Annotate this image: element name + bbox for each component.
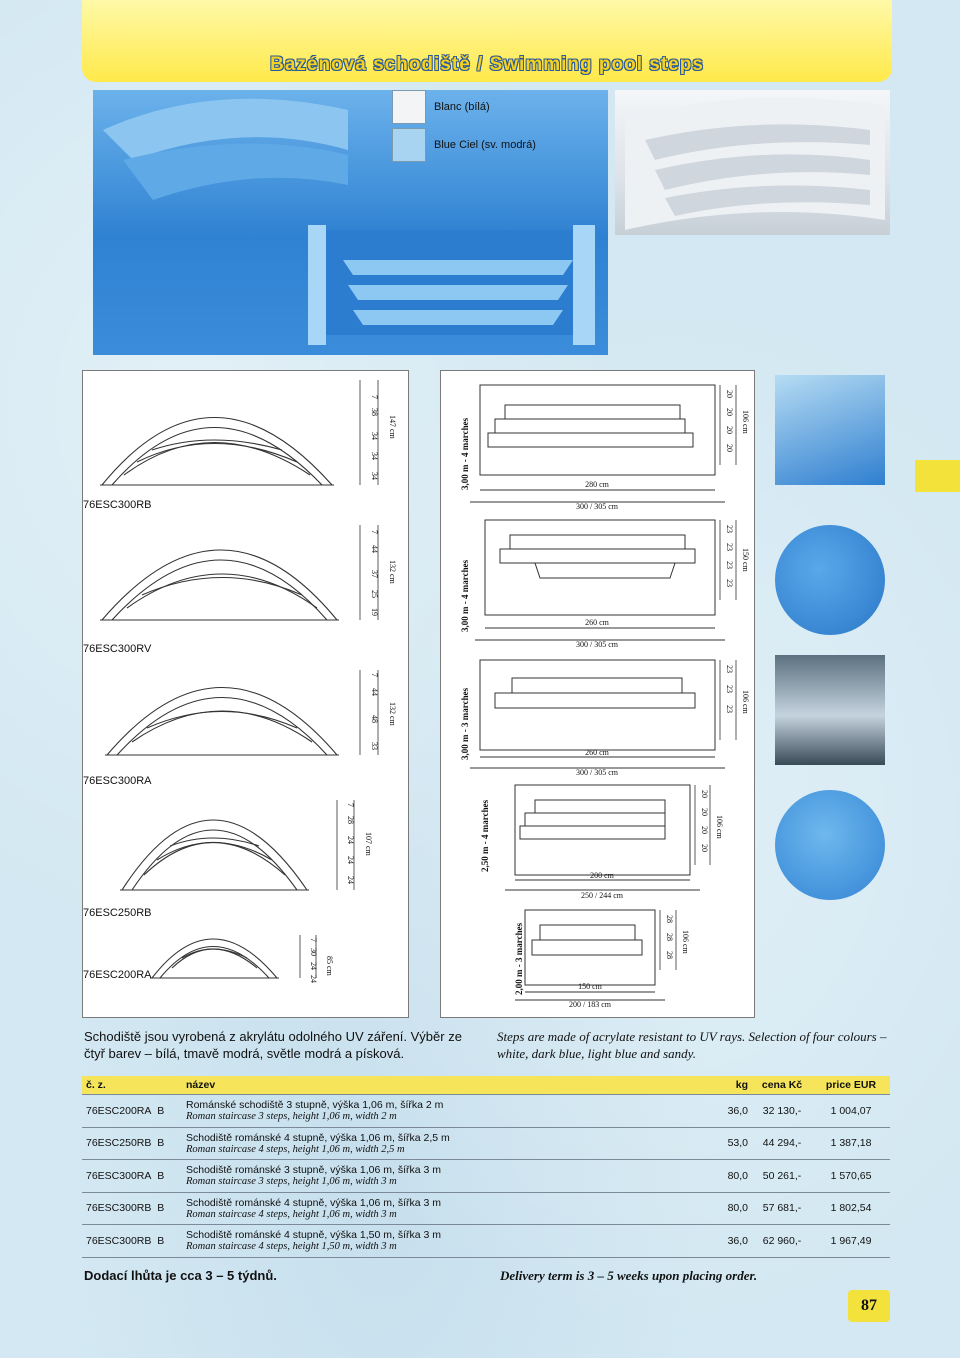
dim-label: 24	[346, 876, 355, 884]
row-kg: 36,0	[652, 1225, 752, 1258]
row-name	[182, 1127, 652, 1160]
dim-label: 34	[370, 432, 379, 440]
model-code-label: 76ESC300RA	[83, 775, 152, 787]
inner-width-label: 200 cm	[590, 871, 614, 880]
page-title: Bazénová schodiště / Swimming pool steps	[270, 54, 704, 75]
name-cz: Schodiště románské 4 stupně, výška 1,50 m, šířka 3 m	[186, 1229, 442, 1242]
dim-label: 23	[725, 543, 734, 551]
dim-label: 23	[725, 665, 734, 673]
section-title: 2,00 m - 3 marches	[514, 922, 524, 995]
row-price-eur: 1 802,54	[812, 1192, 890, 1225]
row-kg: 80,0	[652, 1160, 752, 1193]
name-en: Roman staircase 4 steps, height 1,06 m, width 2,5 m	[186, 1143, 405, 1155]
dim-total: 85 cm	[325, 956, 334, 976]
dim-label: 20	[700, 808, 709, 816]
row-code	[82, 1225, 182, 1258]
name-en: Roman staircase 3 steps, height 1,06 m, width 2 m	[186, 1111, 397, 1123]
variant: B	[157, 1169, 165, 1182]
white-steps-photo	[615, 90, 890, 235]
dim-label: 30	[309, 948, 318, 956]
dim-label: 20	[725, 390, 734, 398]
dim-label: 23	[725, 579, 734, 587]
table-header-row	[82, 1076, 890, 1095]
outer-width-label: 300 / 305 cm	[576, 502, 618, 511]
dim-label: 28	[665, 951, 674, 959]
row-price-eur: 1 570,65	[812, 1160, 890, 1193]
color-label: Blue Ciel (sv. modrá)	[434, 139, 536, 151]
delivery-note-en: Delivery term is 3 – 5 weeks upon placing order.	[500, 1268, 758, 1283]
white-steps-illustration	[615, 90, 890, 235]
inner-width-label: 260 cm	[585, 748, 609, 757]
description-cz: Schodiště jsou vyrobená z akrylátu odolného UV záření. Výběr ze čtyř barev – bílá, tmavě modrá, světle modrá a písková.	[84, 1029, 462, 1061]
dim-label: 44	[370, 688, 379, 696]
variant: B	[157, 1234, 165, 1247]
detail-photo-edge	[775, 375, 885, 485]
dim-total: 106 cm	[741, 410, 750, 434]
section-title: 2,50 m - 4 marches	[480, 799, 490, 872]
dim-label: 20	[725, 408, 734, 416]
color-label: Blanc (bílá)	[434, 101, 490, 113]
row-name	[182, 1225, 652, 1258]
section-title: 3,00 m - 4 marches	[460, 417, 470, 490]
dim-label: 19	[370, 608, 379, 616]
dim-label: 23	[725, 525, 734, 533]
model-code-label: 76ESC200RA	[83, 969, 152, 981]
dim-total: 147 cm	[388, 415, 397, 439]
outer-width-label: 250 / 244 cm	[581, 891, 623, 900]
page-number: 87	[848, 1290, 890, 1322]
variant: B	[157, 1104, 165, 1117]
row-price-czk: 50 261,-	[752, 1160, 812, 1193]
dim-label: 24	[309, 962, 318, 970]
side-tab-marker	[915, 460, 960, 492]
name-en: Roman staircase 4 steps, height 1,06 m, width 3 m	[186, 1208, 397, 1220]
model-code-label: 76ESC300RB	[83, 499, 152, 511]
color-option-white	[392, 90, 612, 124]
outer-width-label: 300 / 305 cm	[576, 768, 618, 777]
product-code: 76ESC250RB	[86, 1137, 152, 1150]
col-header-code: č. z.	[82, 1076, 182, 1095]
outer-width-label: 200 / 183 cm	[569, 1000, 611, 1009]
dim-label: 37	[370, 570, 379, 578]
row-price-eur: 1 004,07	[812, 1095, 890, 1128]
name-en: Roman staircase 4 steps, height 1,50 m, width 3 m	[186, 1241, 397, 1253]
dim-label: 20	[700, 844, 709, 852]
dim-label: 34	[370, 452, 379, 460]
dim-label: 38	[370, 408, 379, 416]
table-row	[82, 1225, 890, 1258]
header-band	[82, 0, 892, 82]
row-code	[82, 1192, 182, 1225]
row-price-eur: 1 387,18	[812, 1127, 890, 1160]
row-name	[182, 1160, 652, 1193]
dim-total: 107 cm	[364, 832, 373, 856]
name-cz: Schodiště románské 4 stupně, výška 1,06 m, šířka 2,5 m	[186, 1131, 450, 1144]
dim-label: 20	[725, 444, 734, 452]
dim-label: 34	[370, 472, 379, 480]
dim-total: 132 cm	[388, 560, 397, 584]
model-code-label: 76ESC250RB	[83, 907, 152, 919]
row-kg: 53,0	[652, 1127, 752, 1160]
dim-label: 44	[370, 545, 379, 553]
dim-label: 23	[725, 705, 734, 713]
table-row	[82, 1127, 890, 1160]
name-cz: Schodiště románské 3 stupně, výška 1,06 m, šířka 3 m	[186, 1164, 442, 1177]
dim-total: 106 cm	[681, 930, 690, 954]
dim-label: 28	[665, 933, 674, 941]
row-price-czk: 44 294,-	[752, 1127, 812, 1160]
installation-photo	[775, 655, 885, 765]
row-price-czk: 62 960,-	[752, 1225, 812, 1258]
row-price-czk: 32 130,-	[752, 1095, 812, 1128]
section-drawings	[440, 370, 755, 1018]
texture-sample-photo	[775, 525, 885, 635]
delivery-note-cz: Dodací lhůta je cca 3 – 5 týdnů.	[84, 1268, 277, 1283]
plan-dimension-labels	[82, 370, 409, 1018]
table-row	[82, 1192, 890, 1225]
table-row	[82, 1095, 890, 1128]
dim-label: 25	[370, 590, 379, 598]
product-code: 76ESC300RA	[86, 1169, 152, 1182]
name-en: Roman staircase 3 steps, height 1,06 m, width 3 m	[186, 1176, 397, 1188]
dim-label: 7	[370, 673, 379, 677]
dim-label: 7	[370, 530, 379, 534]
product-code: 76ESC200RA	[86, 1104, 152, 1117]
inner-width-label: 280 cm	[585, 480, 609, 489]
dim-label: 24	[346, 836, 355, 844]
dim-label: 7	[370, 395, 379, 399]
name-cz: Románské schodiště 3 stupně, výška 1,06 m, šířka 2 m	[186, 1099, 444, 1112]
outer-width-label: 300 / 305 cm	[576, 640, 618, 649]
row-kg: 80,0	[652, 1192, 752, 1225]
dim-label: 24	[346, 856, 355, 864]
model-code-label: 76ESC300RV	[83, 643, 152, 655]
col-header-price-czk: cena Kč	[752, 1076, 812, 1095]
product-code: 76ESC300RB	[86, 1202, 152, 1215]
table-row	[82, 1160, 890, 1193]
dim-total: 106 cm	[741, 690, 750, 714]
col-header-name: název	[182, 1076, 652, 1095]
row-kg: 36,0	[652, 1095, 752, 1128]
color-option-blue	[392, 128, 612, 162]
row-price-czk: 57 681,-	[752, 1192, 812, 1225]
dim-label: 28	[665, 915, 674, 923]
dim-label: 7	[309, 938, 318, 942]
dim-label: 23	[725, 561, 734, 569]
row-code	[82, 1127, 182, 1160]
row-name	[182, 1095, 652, 1128]
dim-label: 7	[346, 803, 355, 807]
inner-width-label: 260 cm	[585, 618, 609, 627]
row-name	[182, 1192, 652, 1225]
price-table	[82, 1076, 890, 1258]
product-code: 76ESC300RB	[86, 1234, 152, 1247]
dim-label: 24	[309, 975, 318, 983]
dim-label: 23	[725, 685, 734, 693]
dim-label: 33	[370, 742, 379, 750]
col-header-kg: kg	[652, 1076, 752, 1095]
description-en: Steps are made of acrylate resistant to UV rays. Selection of four colours – white, dark blue, light blue and sandy.	[497, 1029, 887, 1061]
variant: B	[157, 1137, 165, 1150]
inner-width-label: 150 cm	[578, 982, 602, 991]
row-price-eur: 1 967,49	[812, 1225, 890, 1258]
dim-label: 48	[370, 715, 379, 723]
name-cz: Schodiště románské 4 stupně, výška 1,06 m, šířka 3 m	[186, 1196, 442, 1209]
dim-label: 28	[346, 816, 355, 824]
dim-total: 106 cm	[715, 815, 724, 839]
color-swatch	[392, 90, 426, 124]
section-title: 3,00 m - 3 marches	[460, 687, 470, 760]
dim-label: 20	[725, 426, 734, 434]
row-code	[82, 1095, 182, 1128]
variant: B	[157, 1202, 165, 1215]
color-sample-photo	[775, 790, 885, 900]
row-code	[82, 1160, 182, 1193]
section-title: 3,00 m - 4 marches	[460, 559, 470, 632]
dim-total: 150 cm	[741, 548, 750, 572]
dim-label: 20	[700, 790, 709, 798]
col-header-price-eur: price EUR	[812, 1076, 890, 1095]
color-swatch	[392, 128, 426, 162]
dim-label: 20	[700, 826, 709, 834]
dim-total: 132 cm	[388, 702, 397, 726]
